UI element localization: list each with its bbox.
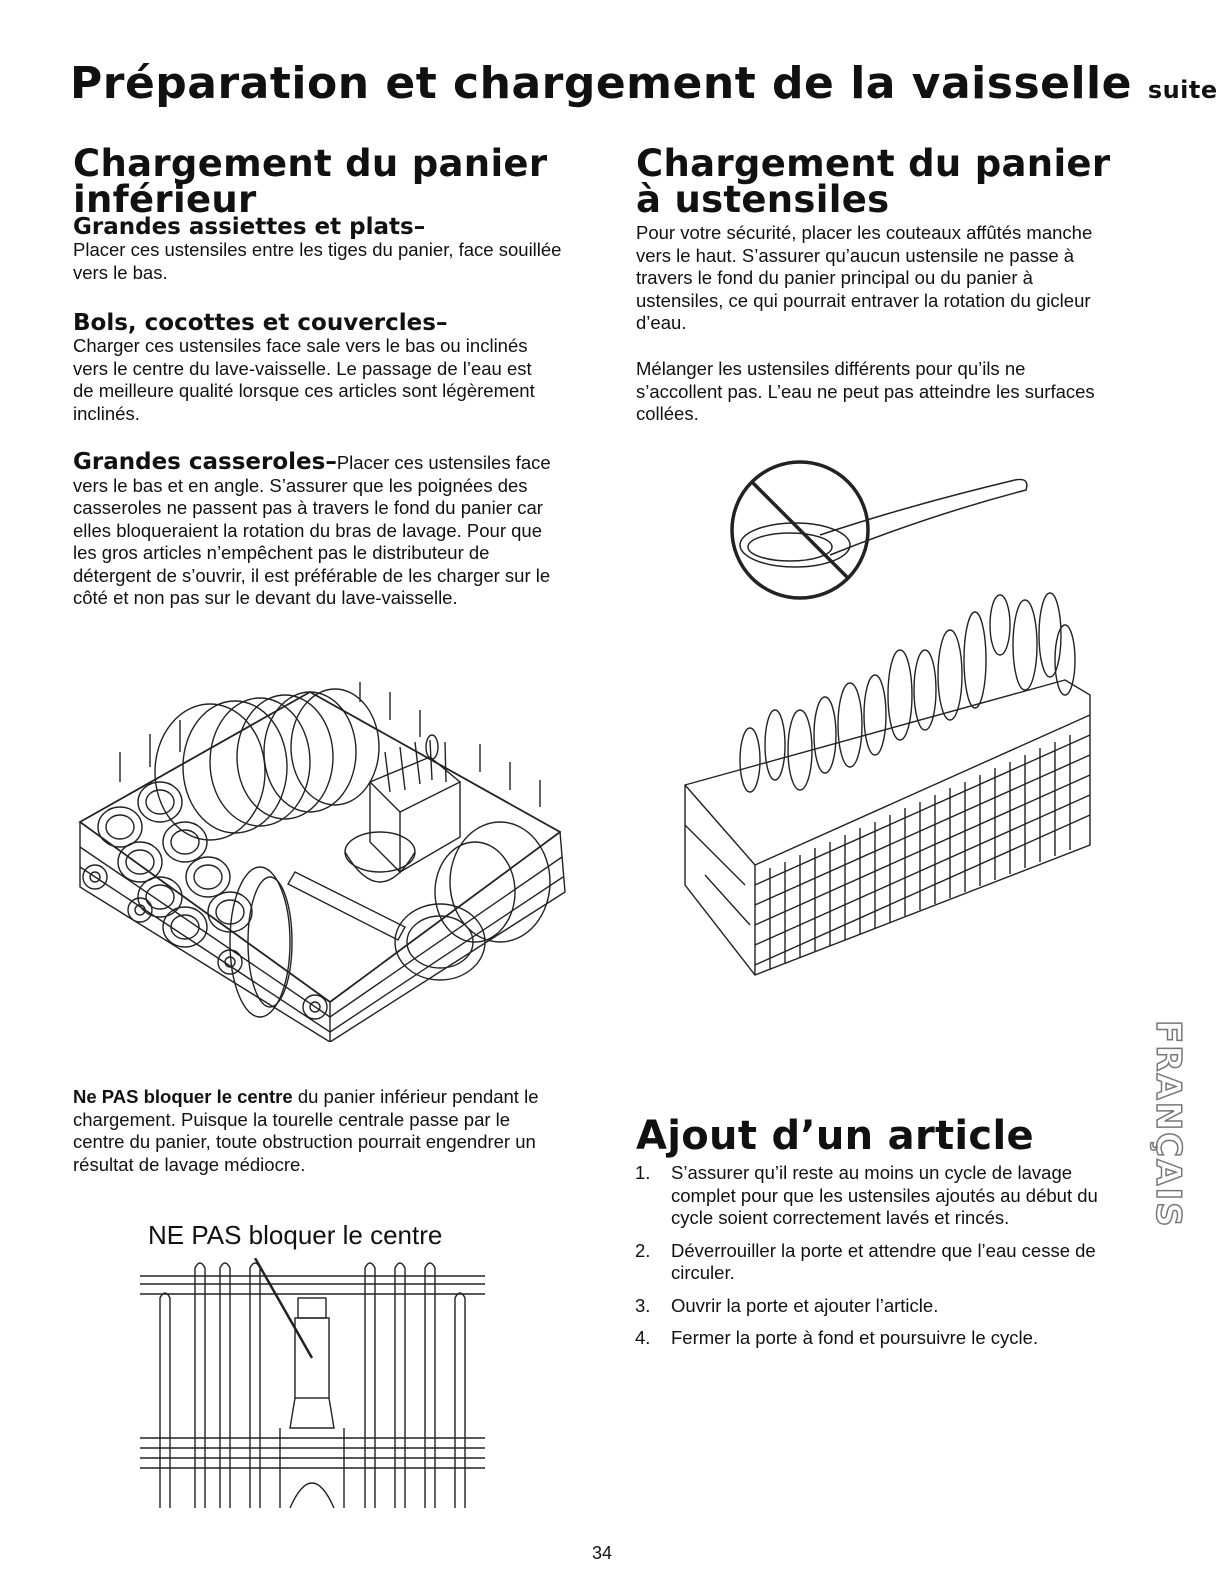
no-spoon-through-basket-icon xyxy=(730,455,1040,605)
list-item: 2. Déverrouiller la porte et attendre que l’eau cesse de circuler. xyxy=(635,1239,1096,1283)
subheading: Bols, cocottes et couvercles– xyxy=(73,310,448,336)
list-item: 4. Fermer la porte à fond et poursuivre le cycle. xyxy=(635,1327,1039,1348)
warning-text: du panier inférieur pendant le chargement. Puisque la tourelle centrale passe par le centre du panier, toute obstruction pourrait engendrer un résultat de lavage médiocre. xyxy=(73,1086,539,1175)
add-article-heading: Ajout d’un article xyxy=(636,1113,1034,1159)
center-warning xyxy=(73,1086,543,1176)
section-text: Placer ces ustensiles entre les tiges du panier, face souillée vers le bas. xyxy=(73,239,562,283)
page-title: Préparation et chargement de la vaisselle suite xyxy=(70,58,1218,109)
list-item: 1. S’assurer qu’il reste au moins un cycle de lavage complet pour que les ustensiles ajoutés au début du cycle soient correctement lavés et rincés. xyxy=(635,1162,1098,1228)
list-item: 3. Ouvrir la porte et ajouter l’article. xyxy=(635,1294,939,1316)
warning-bold: Ne PAS bloquer le centre xyxy=(73,1086,293,1107)
basket-heading: Chargement du panier à ustensiles xyxy=(636,142,1111,221)
page-number: 34 xyxy=(592,1543,613,1563)
section-text: Charger ces ustensiles face sale vers le bas ou inclinés vers le centre du lave-vaisselle. Le passage de l’eau est de meilleure qualité lorsque ces articles sont légèrement inclinés. xyxy=(73,335,535,424)
lower-rack-illustration xyxy=(60,672,575,1042)
center-figure-caption: NE PAS bloquer le centre xyxy=(148,1220,443,1250)
basket-paragraph-2: Mélanger les ustensiles différents pour qu’ils ne s’accollent pas. L’eau ne peut pas atteindre les surfaces collées. xyxy=(636,358,1095,424)
center-tower-illustration xyxy=(140,1258,485,1508)
silverware-basket-illustration xyxy=(675,585,1100,1015)
lower-rack-heading: Chargement du panier inférieur xyxy=(73,142,548,221)
subheading: Grandes casseroles– xyxy=(73,449,337,475)
section-text: Placer ces ustensiles face vers le bas et en angle. S’assurer que les poignées des casseroles ne passent pas à travers le fond du panier car elles bloqueraient la rotation du bras de lavage. Pour que les gros articles n’empêchent pas le distributeur de détergent de s’ouvrir, il est préférable de les charger sur le côté et non pas sur le devant du lave-vaisselle. xyxy=(73,452,551,608)
subheading: Grandes assiettes et plats– xyxy=(73,214,426,240)
section-bowls xyxy=(73,311,553,425)
language-side-tab: FRANÇAIS xyxy=(1148,1020,1188,1229)
section-large-plates xyxy=(73,215,573,284)
add-article-steps xyxy=(635,1162,1130,1360)
section-pans xyxy=(73,451,568,610)
basket-paragraph-1: Pour votre sécurité, placer les couteaux affûtés manche vers le haut. S’assurer qu’aucun ustensile ne passe à travers le fond du panier principal ou du panier à ustensiles, ce qui pourrait entraver la rotation du gicleur d’eau. xyxy=(636,222,1093,333)
title-suffix: suite xyxy=(1147,76,1218,104)
